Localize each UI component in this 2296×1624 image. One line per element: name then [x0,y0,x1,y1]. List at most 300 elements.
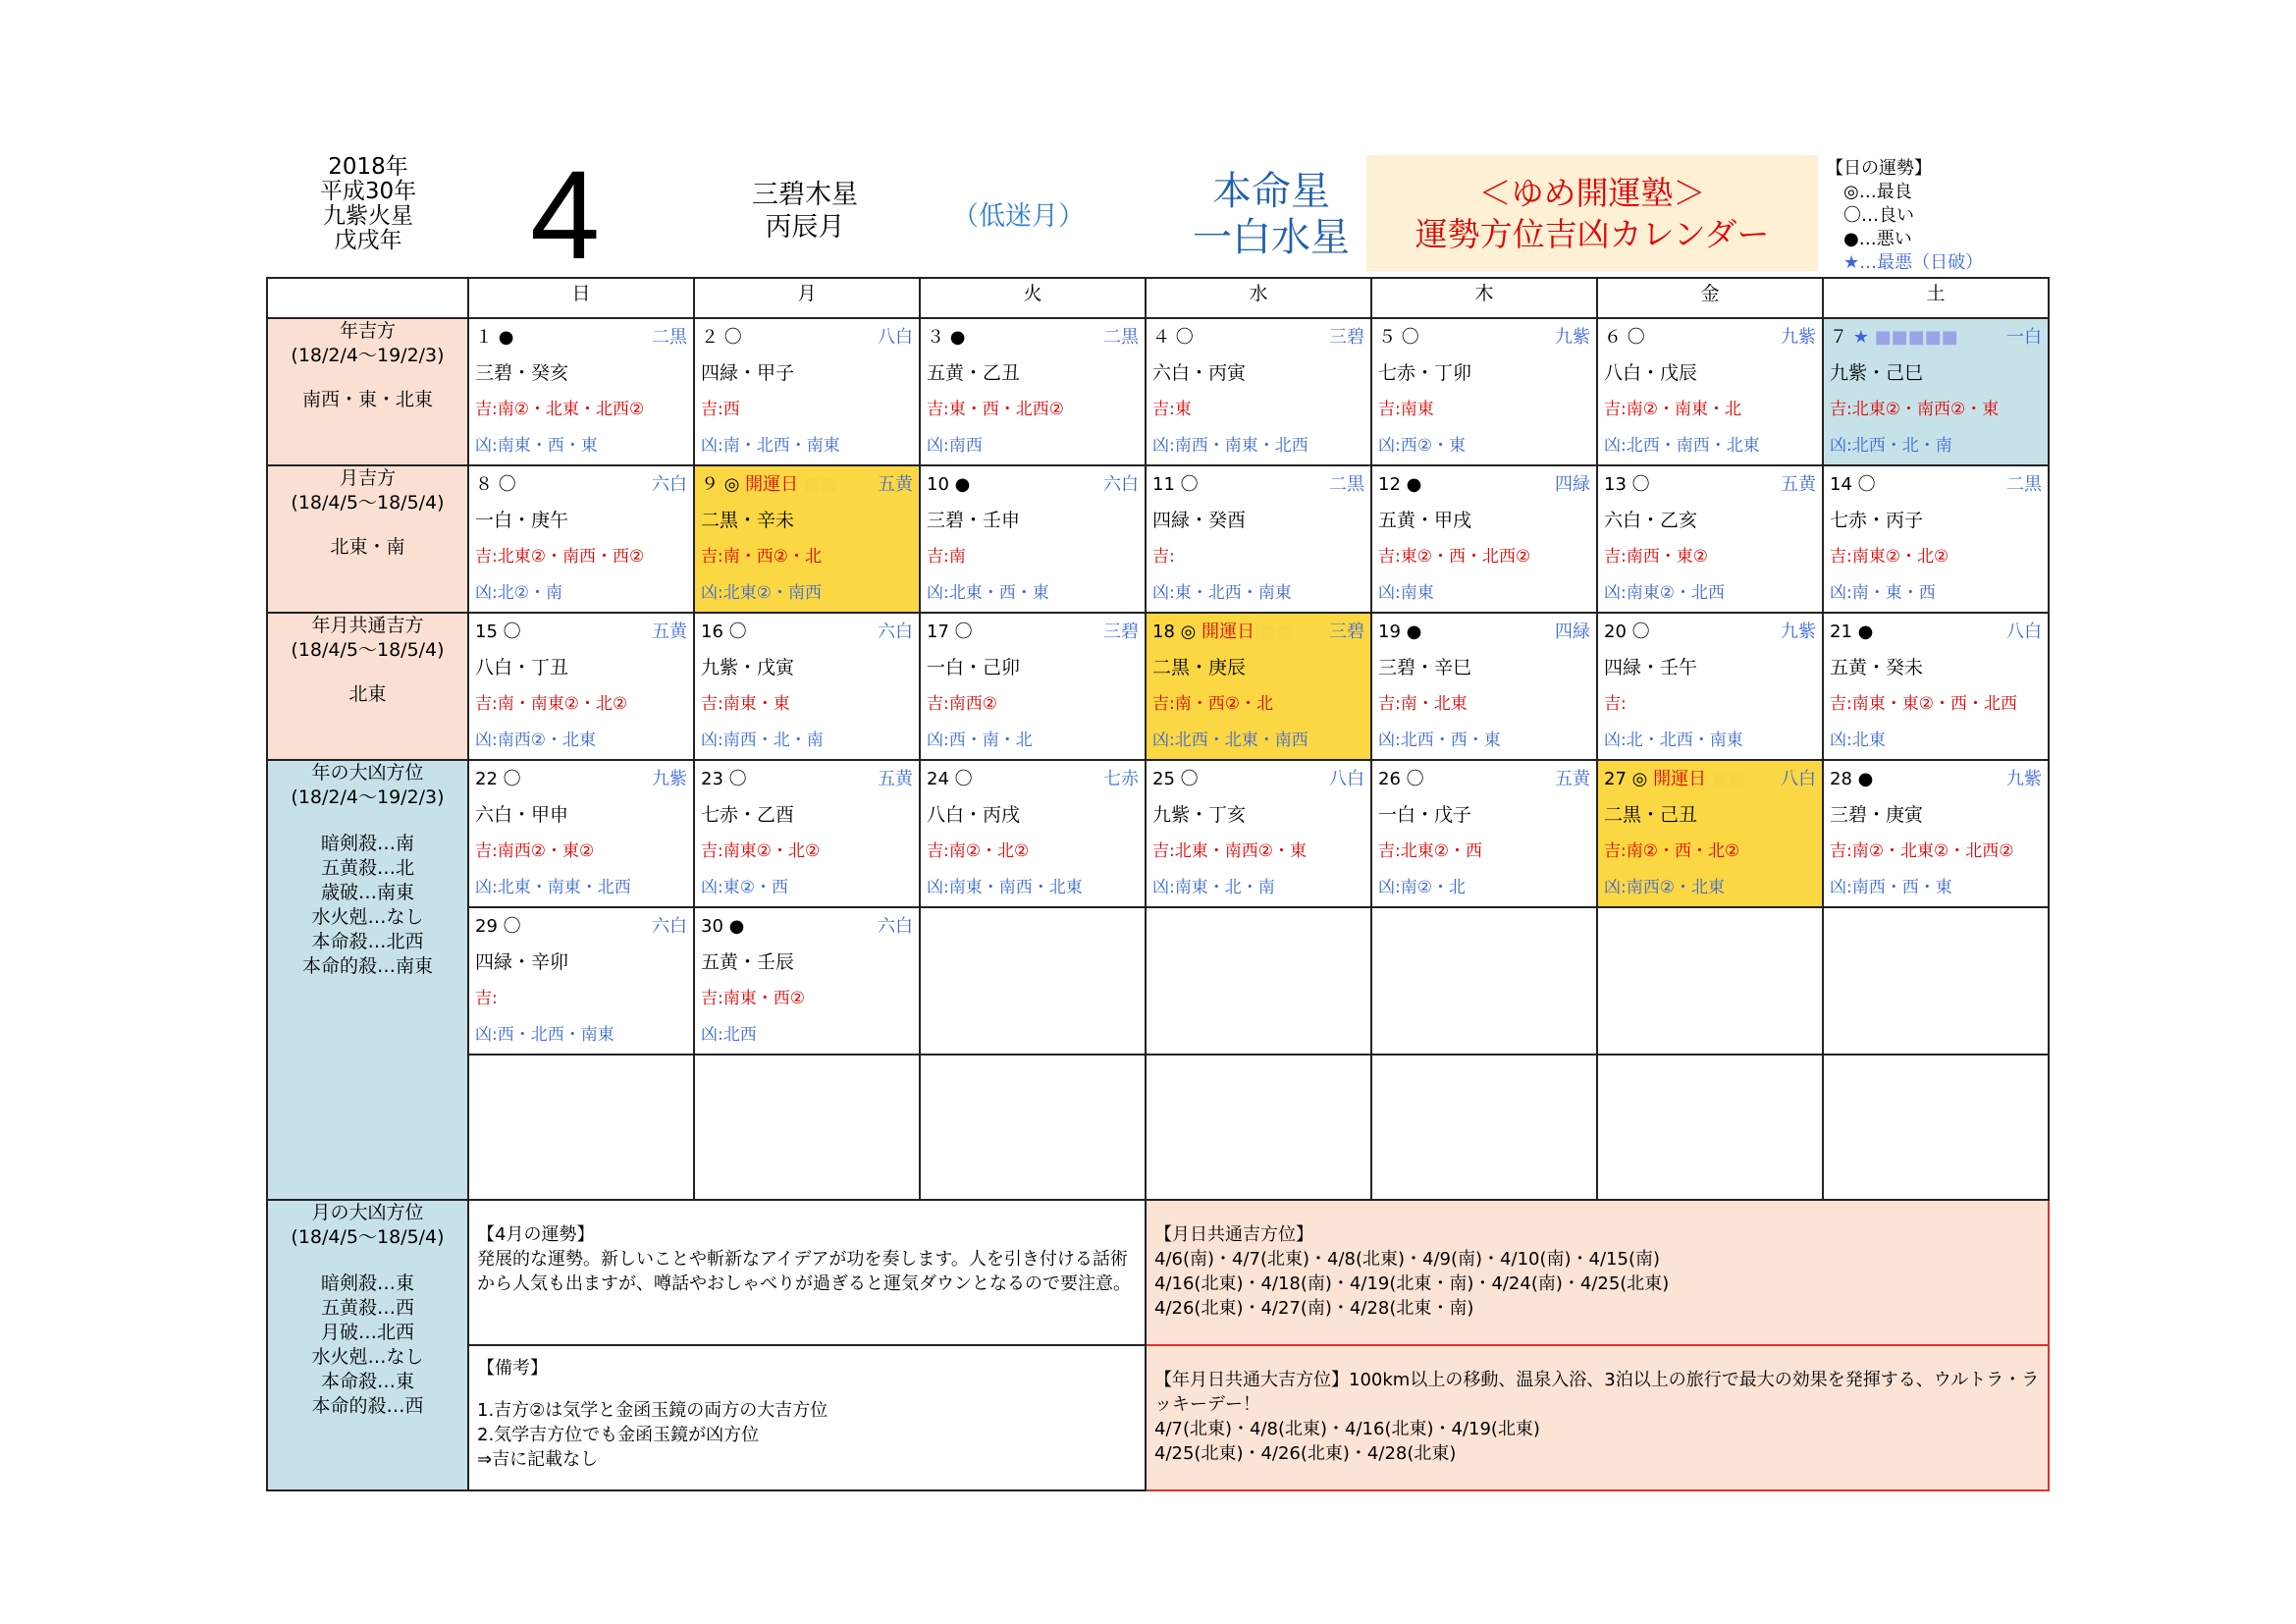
day-label [1152,319,1194,355]
empty-cell [1371,1055,1597,1200]
panel-period: (18/4/5～18/5/4) [291,1226,445,1248]
day-header [1372,614,1596,650]
day-header [695,761,919,797]
day-kichi-dirs: 吉:南西・東② [1604,547,1708,567]
fortune-mark-icon: ● [1400,474,1422,495]
year-line: 九紫火星 [323,203,413,229]
day-label [701,614,747,650]
fortune-mark-icon: 〇 [497,769,521,789]
weekday-header: 木 [1371,278,1597,318]
panel-period: (18/2/4～19/2/3) [291,345,445,366]
day-label [1152,614,1294,650]
day-kanshi: 一白・戊子 [1378,804,1472,826]
month-number: 4 [530,145,601,286]
day-kichi-dirs: 吉:南東②・北② [1830,547,1949,567]
day-header [1147,614,1370,650]
day-label [475,761,521,797]
day-cell[interactable] [1597,318,1823,465]
day-kichi-dirs: 吉:南・北東 [1378,694,1468,714]
fortune-mark-icon: ◎ [1626,769,1648,789]
empty-cell [1823,907,2049,1055]
day-cell[interactable] [468,318,694,465]
day-kanshi: 七赤・丁卯 [1378,362,1472,384]
note-line: 4/16(北東)・4/18(南)・4/19(北東・南)・4/24(南)・4/25(北東) [1154,1273,1670,1294]
day-number: 15 [475,622,498,642]
fortune-mark-icon: 〇 [1174,769,1199,789]
title-line: ＜ゆめ開運塾＞ [1478,174,1706,212]
day-kyo-dirs: 凶:北②・南 [475,583,562,603]
calendar-table [266,277,2050,1491]
day-star: 三碧 [1329,622,1364,642]
day-star: 三碧 [1103,622,1139,642]
day-kichi-dirs: 吉:南東②・北② [701,841,821,861]
day-kichi-dirs: 吉:北東②・南西②・東 [1830,400,2000,419]
panel-list-item: 暗剣殺…東 [320,1272,414,1294]
day-cell[interactable] [1146,465,1371,613]
fortune-mark-icon: 〇 [722,622,747,642]
day-header [469,761,693,797]
day-cell[interactable] [1597,760,1823,907]
fortune-mark-icon: 〇 [719,327,742,348]
day-kyo-dirs: 凶:南東 [1378,583,1434,603]
empty-cell [1146,1055,1371,1200]
note-line: 4/7(北東)・4/8(北東)・4/16(北東)・4/19(北東) [1154,1419,1540,1439]
day-kyo-dirs: 凶:南・北西・南東 [701,436,840,456]
day-cell[interactable] [1823,318,2049,465]
legend-item-worst: ★…最悪（日破） [1843,252,1984,273]
day-label [701,319,742,355]
panel-title: 年の大凶方位 [311,762,424,784]
day-star: 八白 [1329,769,1364,789]
day-star: 七赤 [1103,769,1139,789]
fortune-mark-icon: 〇 [497,916,521,937]
day-header [1147,466,1370,503]
day-label [1830,466,1876,503]
fortune-mark-icon: 〇 [1400,769,1424,789]
day-number: ７ [1830,327,1847,348]
day-kichi-dirs: 吉:南②・北東②・北西② [1830,841,2014,861]
day-star: 四緑 [1555,474,1590,495]
notes-row-1 [267,1200,2049,1345]
day-label [927,466,970,503]
week-row-1 [267,318,2049,465]
month-star [707,179,903,244]
panel-list-item: 五黄殺…北 [320,857,414,879]
day-kyo-dirs: 凶:南西 [927,436,983,456]
day-star: 五黄 [652,622,687,642]
day-star: 九紫 [1781,327,1816,348]
day-kichi-dirs: 吉:南東・東 [701,694,790,714]
month-kichi-panel [267,465,468,613]
square-marks-icon: ■■■■■ [1868,327,1958,348]
day-star: 二黒 [1329,474,1364,495]
day-header [695,908,919,945]
day-kichi-dirs: 吉:西 [701,400,740,419]
day-kyo-dirs: 凶:北東・南東・北西 [475,878,631,897]
day-number: 10 [927,474,949,495]
day-kichi-dirs: 吉:南 [927,547,966,567]
honmei-line: 本命星 [1212,169,1330,214]
weekday-header: 金 [1597,278,1823,318]
day-number: 16 [701,622,723,642]
day-star: 八白 [878,327,913,348]
day-kanshi: 六白・乙亥 [1604,510,1698,531]
panel-dirs: 北東 [348,683,387,705]
day-header [1824,466,2048,503]
fortune-mark-icon: ● [1400,622,1422,642]
day-kichi-dirs: 吉:南②・西・北② [1604,841,1740,861]
day-header [1598,319,1822,355]
day-kyo-dirs: 凶:南西・西・東 [1830,878,1952,897]
day-header [1598,466,1822,503]
year-line: 平成30年 [319,179,417,204]
day-kyo-dirs: 凶:南西②・北東 [475,731,596,750]
common-kichi-panel [267,613,468,760]
title-line: 運勢方位吉凶カレンダー [1415,215,1770,253]
month-daikyo-panel [267,1200,468,1490]
legend-title: 【日の運勢】 [1826,158,1932,179]
day-kanshi: 六白・甲申 [475,804,569,826]
panel-list-item: 本命殺…北西 [311,931,424,952]
weekday-header: 月 [694,278,920,318]
month-star-line: 丙辰月 [765,212,845,243]
day-number: 17 [927,622,949,642]
day-kanshi: 三碧・辛巳 [1378,657,1472,678]
day-number: ３ [927,327,944,348]
day-kanshi: 二黒・辛未 [701,510,795,531]
month-star-line: 三碧木星 [752,180,858,210]
day-cell[interactable] [1823,613,2049,760]
kaiun-label: 開運日 [739,474,799,495]
day-kichi-dirs: 吉: [1152,547,1175,567]
panel-list-item: 五黄殺…西 [320,1297,414,1319]
panel-list-item: 水火剋…なし [311,1346,424,1368]
panel-list-item: 本命的殺…南東 [301,955,433,977]
week-row-5 [267,907,2049,1055]
day-number: 26 [1378,769,1401,789]
day-kyo-dirs: 凶:北西・北・南 [1830,436,1952,456]
square-marks-icon: ■■ [1255,622,1294,642]
day-star: 五黄 [1555,769,1590,789]
day-number: 27 [1604,769,1627,789]
day-kyo-dirs: 凶:東・北西・南東 [1152,583,1292,603]
day-header [1598,761,1822,797]
day-cell[interactable] [1823,465,2049,613]
day-cell[interactable] [1371,318,1597,465]
fortune-mark-icon: 〇 [948,622,973,642]
day-star: 五黄 [878,474,913,495]
day-cell[interactable] [468,465,694,613]
day-kyo-dirs: 凶:西・南・北 [927,731,1033,750]
empty-cell [920,907,1146,1055]
day-kanshi: 五黄・癸未 [1830,657,1924,678]
fortune-mark-icon: 〇 [1626,622,1650,642]
honmei-star [1158,169,1384,261]
note-line: 4/25(北東)・4/26(北東)・4/28(北東) [1154,1443,1457,1464]
empty-cell [694,1055,920,1200]
fortune-mark-icon: 〇 [1626,474,1650,495]
day-number: 21 [1830,622,1852,642]
day-number: 12 [1378,474,1401,495]
day-star: 六白 [878,916,913,937]
day-kyo-dirs: 凶:東②・西 [701,878,788,897]
great-kichi-note [1146,1345,2049,1490]
day-cell[interactable] [1146,318,1371,465]
day-cell[interactable] [1371,760,1597,907]
panel-list-item: 月破…北西 [320,1322,414,1343]
fortune-mark-icon: ◎ [1174,622,1197,642]
day-header [921,466,1145,503]
day-kichi-dirs: 吉:南②・南東・北 [1604,400,1741,419]
day-header [469,908,693,945]
square-marks-icon: ■■ [798,474,837,495]
day-label [1830,319,1958,355]
day-kanshi: 九紫・己巳 [1830,362,1924,384]
day-header [469,614,693,650]
star-mark-icon: ★ [1847,327,1869,348]
day-cell[interactable] [468,760,694,907]
empty-cell [1597,907,1823,1055]
day-cell[interactable] [468,907,694,1055]
note-line: ⇒吉に記載なし [477,1449,599,1470]
day-kichi-dirs: 吉:北東・南西②・東 [1152,841,1307,861]
remarks-note [468,1345,1146,1490]
day-cell[interactable] [468,613,694,760]
day-star: 二黒 [652,327,687,348]
day-header [1824,319,2048,355]
day-number: 22 [475,769,498,789]
day-kyo-dirs: 凶:南東②・北西 [1604,583,1725,603]
day-kyo-dirs: 凶:南・東・西 [1830,583,1936,603]
day-star: 六白 [1103,474,1139,495]
day-header [1824,761,2048,797]
day-label [475,466,516,503]
day-label [1152,466,1199,503]
day-kanshi: 五黄・甲戌 [1378,510,1472,531]
note-title: 【備考】 [477,1358,548,1379]
empty-cell [1371,907,1597,1055]
day-header [469,319,693,355]
day-header [1372,761,1596,797]
empty-cell [1823,1055,2049,1200]
day-number: 11 [1152,474,1175,495]
panel-period: (18/4/5～18/5/4) [291,639,445,661]
day-header [1372,466,1596,503]
panel-list-item: 水火剋…なし [311,906,424,928]
day-label [475,614,521,650]
day-kyo-dirs: 凶:南東・北・南 [1152,878,1275,897]
day-header [469,466,693,503]
kaiun-label: 開運日 [1196,622,1255,642]
fortune-mark-icon: ● [948,474,971,495]
day-kyo-dirs: 凶:北西・北東・南西 [1152,731,1308,750]
legend-item: 〇…良い [1843,205,1914,226]
day-cell[interactable] [694,907,920,1055]
fortune-mark-icon: ● [722,916,745,937]
day-kyo-dirs: 凶:北東 [1830,731,1886,750]
square-marks-icon: ■■ [1706,769,1745,789]
day-header [921,614,1145,650]
panel-list-item: 暗剣殺…南 [320,833,414,854]
day-header [1147,319,1370,355]
day-cell[interactable] [1597,613,1823,760]
day-cell[interactable] [920,760,1146,907]
day-cell[interactable] [1823,760,2049,907]
day-number: 25 [1152,769,1175,789]
day-cell[interactable] [694,465,920,613]
weekday-header: 日 [468,278,694,318]
day-cell[interactable] [920,613,1146,760]
day-kanshi: 九紫・丁亥 [1152,804,1247,826]
day-cell[interactable] [694,760,920,907]
day-kyo-dirs: 凶:南西②・北東 [1604,878,1725,897]
day-kichi-dirs: 吉:南東・東②・西・北西 [1830,694,2017,714]
day-star: 六白 [652,916,687,937]
day-kanshi: 八白・戊辰 [1604,362,1698,384]
day-number: 14 [1830,474,1852,495]
day-label [1604,761,1745,797]
day-label [701,761,747,797]
day-kanshi: 五黄・乙丑 [927,362,1021,384]
note-line: 2.気学吉方位でも金函玉鏡が凶方位 [477,1425,760,1445]
note-line: 4/6(南)・4/7(北東)・4/8(北東)・4/9(南)・4/10(南)・4/15(南) [1154,1249,1660,1270]
day-kanshi: 四緑・壬午 [1604,657,1698,678]
year-info [294,155,442,253]
day-label [701,466,837,503]
day-kanshi: 七赤・丙子 [1830,510,1924,531]
day-kanshi: 四緑・甲子 [701,362,795,384]
day-cell[interactable] [694,613,920,760]
day-header [695,319,919,355]
day-kanshi: 三碧・壬申 [927,510,1021,531]
day-star: 九紫 [2006,769,2042,789]
day-cell[interactable] [1146,613,1371,760]
day-label [1604,466,1650,503]
day-kichi-dirs: 吉:南東 [1378,400,1434,419]
day-number: 19 [1378,622,1401,642]
day-kichi-dirs: 吉: [475,989,498,1008]
common-kichi-note [1146,1200,2049,1345]
fortune-mark-icon: ● [944,327,966,348]
day-label [475,319,513,355]
month-fortune-note [468,1200,1146,1345]
fortune-mark-icon: 〇 [948,769,973,789]
panel-list-item: 歳破…南東 [320,882,414,903]
fortune-mark-icon: ● [1851,622,1874,642]
day-star: 二黒 [1103,327,1139,348]
day-kichi-dirs: 吉:南・南東②・北② [475,694,628,714]
day-star: 一白 [2006,327,2042,348]
day-cell[interactable] [920,465,1146,613]
day-kichi-dirs: 吉: [1604,694,1627,714]
calendar-title [1366,155,1818,271]
day-kyo-dirs: 凶:北東・西・東 [927,583,1049,603]
day-cell[interactable] [1371,465,1597,613]
day-cell[interactable] [1597,465,1823,613]
day-kanshi: 八白・丙戌 [927,804,1021,826]
day-kyo-dirs: 凶:南東・南西・北東 [927,878,1083,897]
day-kyo-dirs: 凶:北東②・南西 [701,583,822,603]
day-star: 五黄 [878,769,913,789]
day-label [1830,761,1873,797]
day-kanshi: 二黒・己丑 [1604,804,1698,826]
panel-title: 年吉方 [339,320,396,342]
year-kichi-panel [267,318,468,465]
weekday-row [267,278,2049,318]
day-kyo-dirs: 凶:北西・南西・北東 [1604,436,1760,456]
day-number: 30 [701,916,723,937]
day-kanshi: 一白・己卯 [927,657,1021,678]
weekday-header: 火 [920,278,1146,318]
panel-period: (18/4/5～18/5/4) [291,492,445,514]
day-cell[interactable] [920,318,1146,465]
day-kichi-dirs: 吉:東 [1152,400,1192,419]
note-title: 【月日共通吉方位】 [1154,1224,1313,1245]
day-label [927,761,973,797]
day-star: 六白 [878,622,913,642]
empty-cell [920,1055,1146,1200]
day-star: 五黄 [1781,474,1816,495]
week-row-3 [267,613,2049,760]
day-label [1830,614,1873,650]
weekday-header: 土 [1823,278,2049,318]
day-cell[interactable] [1146,760,1371,907]
fortune-mark-icon: 〇 [1174,474,1199,495]
day-kyo-dirs: 凶:南西・北・南 [701,731,824,750]
day-number: 13 [1604,474,1627,495]
day-kanshi: 八白・丁丑 [475,657,569,678]
day-number: 24 [927,769,949,789]
day-label [1378,466,1421,503]
day-kanshi: 五黄・壬辰 [701,951,795,973]
day-kanshi: 四緑・辛卯 [475,951,569,973]
day-number: １ [475,327,493,348]
fortune-mark-icon: 〇 [493,474,516,495]
weekday-header: 水 [1146,278,1371,318]
day-label [1604,614,1650,650]
day-star: 九紫 [652,769,687,789]
panel-list [268,832,467,979]
fortune-mark-icon: ◎ [719,474,740,495]
panel-title: 月吉方 [339,467,396,489]
day-number: 20 [1604,622,1627,642]
day-kichi-dirs: 吉:東②・西・北西② [1378,547,1531,567]
day-kyo-dirs: 凶:北・北西・南東 [1604,731,1743,750]
day-kanshi: 七赤・乙酉 [701,804,795,826]
fortune-mark-icon: ● [493,327,514,348]
day-kichi-dirs: 吉:南東・西② [701,989,805,1008]
day-number: 28 [1830,769,1852,789]
year-line: 戊戌年 [334,228,402,253]
day-kyo-dirs: 凶:南②・北 [1378,878,1466,897]
day-star: 二黒 [2006,474,2042,495]
day-kichi-dirs: 吉:北東②・南西・西② [475,547,645,567]
fortune-mark-icon: 〇 [1396,327,1419,348]
day-cell[interactable] [1371,613,1597,760]
panel-title: 月の大凶方位 [311,1202,424,1223]
day-kichi-dirs: 吉:東・西・北西② [927,400,1064,419]
day-kyo-dirs: 凶:南西・南東・北西 [1152,436,1308,456]
day-header [921,761,1145,797]
note-text: 発展的な運勢。新しいことや斬新なアイデアが功を奏します。人を引き付ける話術から人気も出ますが、噂話やおしゃべりが過ぎると運気ダウンとなるので要注意。 [477,1249,1131,1294]
note-line: 1.吉方②は気学と金函玉鏡の両方の大吉方位 [477,1400,828,1421]
corner-cell [267,278,468,318]
day-cell[interactable] [694,318,920,465]
day-kanshi: 三碧・癸亥 [475,362,569,384]
day-kichi-dirs: 吉:南西②・東② [475,841,595,861]
notes-row-2 [267,1345,2049,1490]
day-kanshi: 二黒・庚辰 [1152,657,1247,678]
